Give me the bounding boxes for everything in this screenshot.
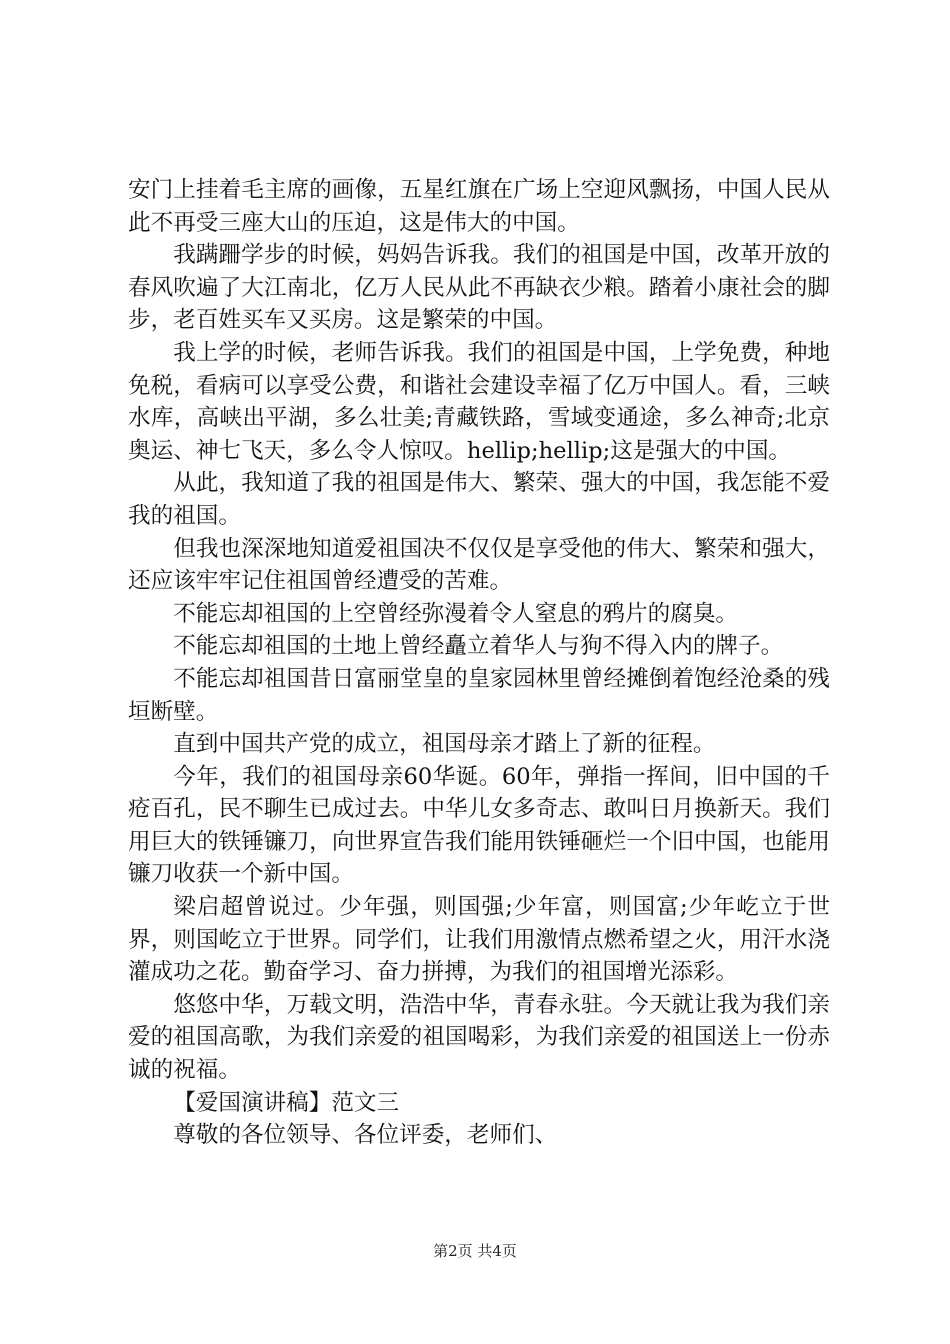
body-paragraph: 安门上挂着毛主席的画像，五星红旗在广场上空迎风飘扬，中国人民从此不再受三座大山的压迫，这是伟大的中国。 <box>128 177 830 236</box>
body-paragraph: 从此，我知道了我的祖国是伟大、繁荣、强大的中国，我怎能不爱我的祖国。 <box>128 470 830 529</box>
body-paragraph: 不能忘却祖国的土地上曾经矗立着华人与狗不得入内的牌子。 <box>173 633 784 660</box>
body-paragraph: 不能忘却祖国昔日富丽堂皇的皇家园林里曾经摊倒着饱经沧桑的残垣断壁。 <box>128 665 830 725</box>
body-paragraph: 悠悠中华，万载文明，浩浩中华，青春永驻。今天就让我为我们亲爱的祖国高歌，为我们亲爱的祖国喝彩，为我们亲爱的祖国送上一份赤诚的祝福。 <box>128 991 830 1084</box>
page-footer: 第2页 共4页 <box>433 1242 517 1260</box>
body-paragraph: 尊敬的各位领导、各位评委，老师们、 <box>173 1122 558 1149</box>
body-paragraph: 【爱国演讲稿】范文三 <box>173 1089 400 1116</box>
document-body <box>128 174 830 1152</box>
body-paragraph: 我上学的时候，老师告诉我。我们的祖国是中国，上学免费，种地免税，看病可以享受公费，和谐社会建设幸福了亿万中国人。看，三峡水库，高峡出平湖，多么壮美;青藏铁路，雪域变通途，多么神奇;北京奥运、神七飞天，多么令人惊叹。hellip;hellip;这是强大的中国。 <box>128 339 830 464</box>
body-paragraph: 但我也深深地知道爱祖国决不仅仅是享受他的伟大、繁荣和强大，还应该牢牢记住祖国曾经遭受的苦难。 <box>128 535 830 595</box>
body-paragraph: 梁启超曾说过。少年强，则国强;少年富，则国富;少年屹立于世界，则国屹立于世界。同学们，让我们用激情点燃希望之火，用汗水浇灌成功之花。勤奋学习、奋力拼搏，为我们的祖国增光添彩。 <box>128 894 830 986</box>
body-paragraph: 我蹒跚学步的时候，妈妈告诉我。我们的祖国是中国，改革开放的春风吹遍了大江南北，亿万人民从此不再缺衣少粮。踏着小康社会的脚步，老百姓买车又买房。这是繁荣的中国。 <box>128 242 830 334</box>
body-paragraph: 直到中国共产党的成立，祖国母亲才踏上了新的征程。 <box>173 731 716 758</box>
body-paragraph: 今年，我们的祖国母亲60华诞。60年，弹指一挥间，旧中国的千疮百孔，民不聊生已成过去。中华儿女多奇志、敢叫日月换新天。我们用巨大的铁锤镰刀，向世界宣告我们能用铁锤砸烂一个旧中国，也能用镰刀收获一个新中国。 <box>128 763 830 888</box>
body-paragraph: 不能忘却祖国的上空曾经弥漫着令人窒息的鸦片的腐臭。 <box>173 600 739 627</box>
